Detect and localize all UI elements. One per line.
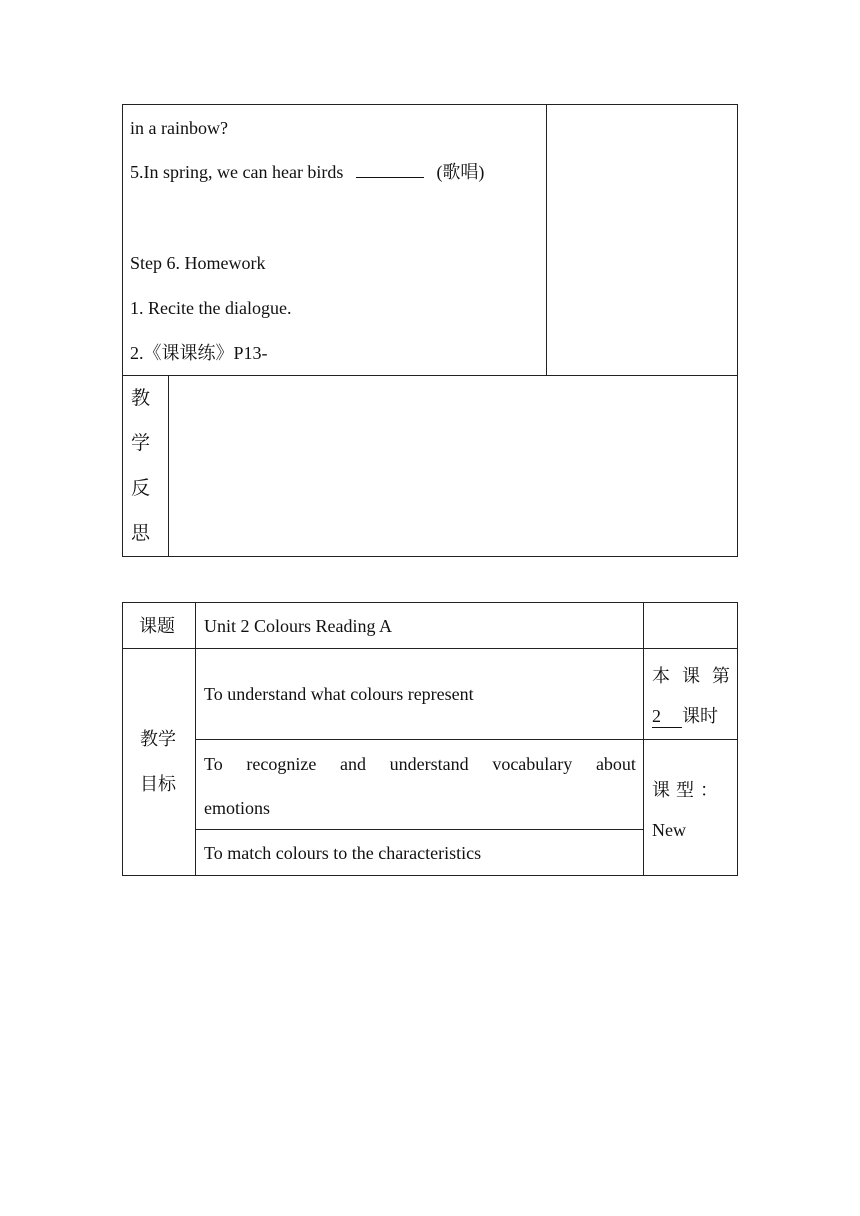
answer-blank bbox=[356, 176, 424, 178]
lesson-char: 第 bbox=[712, 666, 730, 686]
type-char: 课 bbox=[652, 780, 670, 800]
homework-heading: Step 6. Homework bbox=[130, 253, 266, 273]
lesson-type-label bbox=[652, 776, 718, 802]
exercise-line-4-continuation: in a rainbow? bbox=[130, 118, 228, 138]
topic-label: 课题 bbox=[139, 616, 175, 636]
topic-value: Unit 2 Colours Reading A bbox=[204, 616, 392, 636]
reflection-char: 教 bbox=[131, 388, 151, 409]
table1-reflection-divider bbox=[168, 375, 169, 557]
table2-row-divider-1 bbox=[122, 648, 738, 649]
table1-column-divider bbox=[546, 104, 547, 376]
table2-row-divider-2 bbox=[195, 739, 738, 740]
reflection-char: 思 bbox=[131, 523, 151, 544]
exercise-line-5-hint: (歌唱) bbox=[436, 162, 485, 182]
lesson-type-value: New bbox=[652, 820, 686, 840]
goal-1: To understand what colours represent bbox=[204, 684, 474, 704]
goal-2-line2: emotions bbox=[204, 798, 270, 818]
goals-label-line2: 目标 bbox=[140, 774, 176, 794]
lesson-suffix: 课时 bbox=[682, 706, 718, 726]
reflection-char: 学 bbox=[131, 433, 151, 454]
goal-2-word: To bbox=[204, 754, 223, 774]
lesson-number: 2 bbox=[652, 707, 682, 728]
homework-item-1: 1. Recite the dialogue. bbox=[130, 298, 292, 318]
lesson-char: 课 bbox=[682, 666, 700, 686]
exercise-line-5 bbox=[130, 163, 484, 181]
goal-3: To match colours to the characteristics bbox=[204, 843, 482, 863]
lesson-number-label bbox=[652, 662, 730, 688]
goals-label-line1: 教学 bbox=[140, 729, 176, 749]
reflection-char: 反 bbox=[131, 478, 151, 499]
lesson-char: 本 bbox=[652, 666, 670, 686]
goal-2-word: understand bbox=[389, 754, 469, 774]
goal-2-line1 bbox=[204, 754, 636, 775]
lesson-number-line bbox=[652, 707, 718, 728]
type-char: ： bbox=[700, 780, 718, 800]
goal-2-word: and bbox=[340, 754, 367, 774]
type-char: 型 bbox=[676, 780, 694, 800]
exercise-line-5-text: 5.In spring, we can hear birds bbox=[130, 162, 344, 182]
homework-item-2: 2.《课课练》P13- bbox=[130, 343, 268, 363]
goal-2-word: vocabulary bbox=[492, 754, 573, 774]
table1-row-divider bbox=[122, 375, 738, 376]
goal-2-word: about bbox=[595, 754, 636, 774]
goal-2-word: recognize bbox=[246, 754, 317, 774]
table2-row-divider-3 bbox=[195, 829, 644, 830]
